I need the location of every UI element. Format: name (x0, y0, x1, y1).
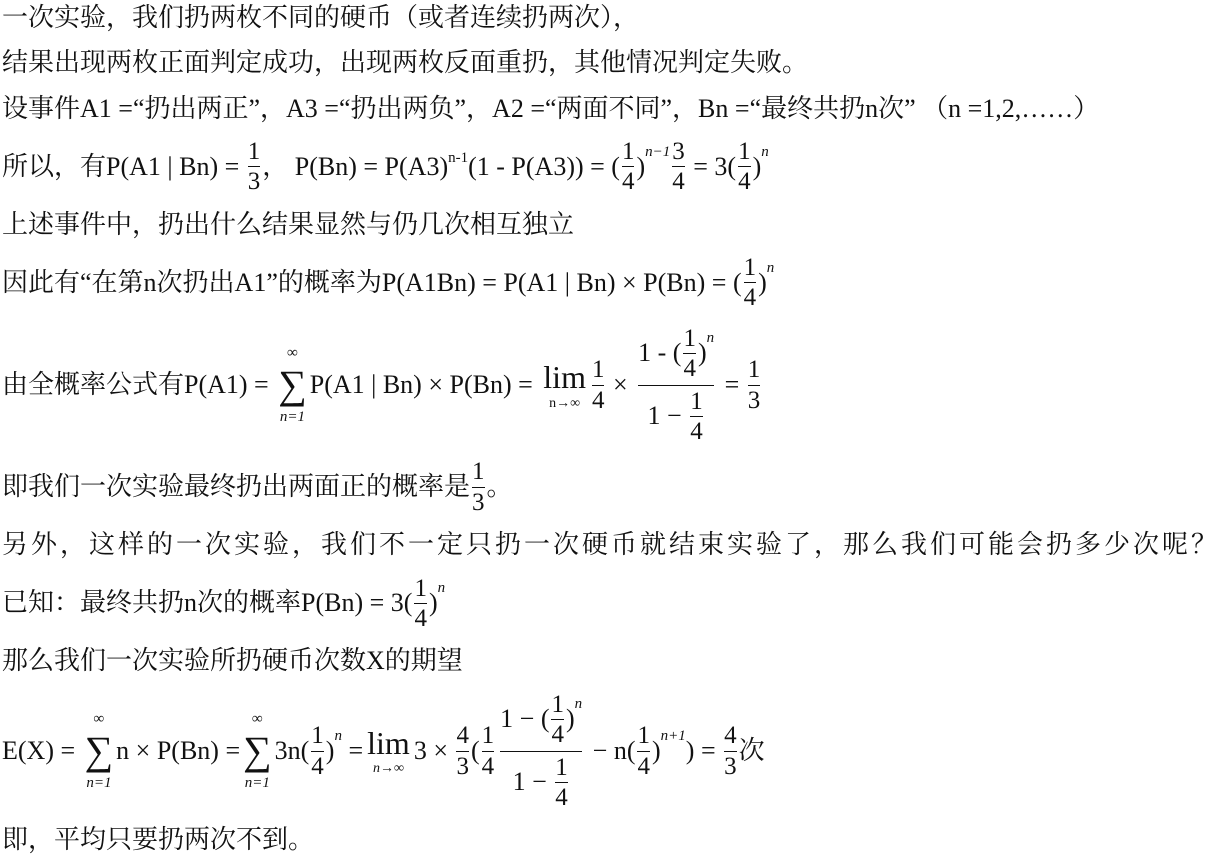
denominator: 4 (555, 784, 568, 812)
text: ) = (685, 735, 723, 765)
denominator: 4 (743, 284, 757, 312)
denominator: 4 (414, 605, 427, 633)
final-remark: 即，平均只要扔两次不到。 (2, 825, 315, 855)
numerator: 1 (551, 690, 564, 718)
text-line-2: 结果出现两枚正面判定成功，出现两枚反面重扔，其他情况判定失败。 (2, 48, 809, 78)
exponent: n (766, 259, 775, 276)
numerator: 1 (481, 722, 495, 750)
numerator (638, 325, 714, 383)
lim-label: lim (543, 358, 586, 395)
numerator: 4 (456, 722, 469, 750)
numerator: 1 (555, 753, 568, 781)
exponent: n−1 (645, 143, 671, 160)
limit (543, 359, 586, 412)
exponent: n (334, 727, 342, 744)
denominator: 3 (247, 168, 261, 196)
exponent: n (706, 330, 715, 347)
numerator: 1 (621, 137, 635, 165)
lim-subscript: n→∞ (549, 395, 581, 411)
lim-subscript: n→∞ (372, 761, 404, 777)
numerator: 3 (672, 137, 685, 165)
text: 已知：最终共扔n次的概率P(Bn) = 3( (2, 588, 413, 618)
fraction (592, 356, 605, 414)
denominator: 3 (747, 386, 761, 414)
compound-fraction (500, 691, 582, 812)
fraction (482, 722, 495, 780)
fraction (414, 575, 427, 633)
fraction (555, 754, 568, 812)
exponent: n (437, 580, 446, 597)
text: − n( (586, 735, 636, 765)
exponent: n (574, 696, 583, 713)
event-definitions: 设事件A1 =“扔出两正”，A3 =“扔出两负”，A2 =“两面不同”，Bn =“最终共扔n次” （n =1,2,……） (2, 93, 1100, 123)
text: ) (565, 704, 575, 734)
exponent: n (761, 143, 769, 160)
text: = (718, 369, 746, 399)
upper-limit: ∞ (287, 345, 298, 362)
summation (85, 710, 114, 792)
fraction (690, 388, 703, 446)
numerator: 1 (414, 574, 427, 602)
denominator: 4 (621, 168, 635, 196)
text: ( (470, 735, 480, 765)
denominator: 4 (683, 355, 696, 383)
summation (243, 710, 272, 792)
denominator: 4 (551, 721, 564, 749)
text: 。 (486, 472, 513, 502)
denominator: 4 (637, 752, 650, 780)
numerator: 1 (683, 324, 696, 352)
numerator (500, 691, 582, 749)
upper-limit: ∞ (93, 711, 105, 728)
lim-label: lim (367, 724, 410, 761)
fraction (472, 458, 485, 516)
joint-probability-line (2, 254, 774, 312)
numerator: 1 (690, 387, 703, 415)
fraction (738, 138, 751, 196)
numerator: 1 (591, 356, 605, 384)
text: P(A1 | Bn) × P(Bn) = (309, 369, 540, 399)
sigma-symbol: ∑ (278, 362, 307, 408)
text: 1 − (647, 401, 689, 431)
text: ) (636, 151, 646, 181)
denominator: 4 (738, 168, 751, 196)
sigma-symbol: ∑ (243, 728, 272, 774)
fraction (748, 356, 761, 414)
text: = (341, 735, 364, 765)
text: 3 × (413, 735, 455, 765)
denominator: 4 (690, 418, 703, 446)
lower-limit: n=1 (244, 775, 270, 792)
fraction (637, 722, 650, 780)
text: 由全概率公式有P(A1) = (2, 369, 276, 399)
text-line-1: 一次实验，我们扔两枚不同的硬币（或者连续扔两次）， (2, 3, 640, 32)
denominator: 3 (456, 752, 469, 780)
exponent: n+1 (660, 727, 686, 744)
numerator: 1 (247, 137, 261, 165)
probability-line (2, 138, 769, 196)
upper-limit: ∞ (252, 711, 263, 728)
fraction (311, 722, 324, 780)
denominator: 3 (724, 752, 737, 780)
text: 1 − ( (500, 704, 550, 734)
text: ) (697, 338, 707, 368)
numerator: 1 (738, 137, 751, 165)
fraction (724, 722, 737, 780)
text: ) (758, 267, 767, 297)
text: ) (651, 735, 661, 765)
text: 次 (738, 735, 765, 765)
text: (1 - P(A3)) = ( (468, 151, 620, 181)
text: ) (752, 151, 762, 181)
text: 1 - ( (638, 338, 682, 368)
numerator: 1 (743, 253, 757, 281)
text: n × P(Bn) = (116, 735, 241, 765)
lower-limit: n=1 (86, 775, 112, 792)
limit (367, 725, 410, 778)
denominator: 4 (311, 752, 324, 780)
denominator (513, 754, 570, 812)
expectation-line (2, 691, 765, 812)
text: 因此有“在第n次扔出A1”的概率为P(A1Bn) = P(A1 | Bn) × P(Bn) = ( (2, 267, 742, 297)
exponent: n-1 (448, 149, 469, 166)
denominator: 3 (472, 488, 485, 516)
denominator: 4 (672, 168, 685, 196)
text: × (606, 369, 635, 399)
numerator: 1 (311, 722, 324, 750)
fraction (683, 325, 696, 383)
compound-fraction (638, 325, 714, 446)
known-probability-line (2, 575, 445, 633)
fraction (672, 138, 685, 196)
text-line-9: 另外，这样的一次实验，我们不一定只扔一次硬币就结束实验了，那么我们可能会扔多少次呢？ (2, 530, 1221, 560)
denominator: 4 (481, 752, 495, 780)
fraction (456, 722, 469, 780)
text-line-11: 那么我们一次实验所扔硬币次数X的期望 (2, 646, 463, 676)
numerator: 1 (747, 356, 761, 384)
numerator: 1 (472, 458, 485, 486)
text: 1 − (512, 767, 554, 797)
conclusion-line (2, 458, 513, 516)
numerator: 4 (724, 722, 737, 750)
text: 3n( (274, 735, 310, 765)
fraction (744, 254, 757, 312)
total-probability-line (2, 325, 762, 446)
text: ， P(Bn) = P(A3) (262, 151, 449, 181)
text: 即我们一次实验最终扔出两面正的概率是 (2, 472, 471, 502)
text-line-5: 上述事件中，扔出什么结果显然与仍几次相互独立 (2, 209, 575, 239)
fraction (622, 138, 635, 196)
denominator: 4 (591, 386, 605, 414)
fraction (551, 691, 564, 749)
lower-limit: n=1 (279, 409, 306, 426)
fraction (248, 138, 261, 196)
numerator: 1 (637, 722, 650, 750)
denominator (648, 388, 705, 446)
text: 所以，有P(A1 | Bn) = (2, 151, 246, 181)
text: ) (325, 735, 335, 765)
text: E(X) = (2, 735, 82, 765)
text: = 3( (686, 151, 737, 181)
text: ) (428, 588, 438, 618)
sigma-symbol: ∑ (84, 728, 114, 774)
summation (278, 344, 307, 426)
